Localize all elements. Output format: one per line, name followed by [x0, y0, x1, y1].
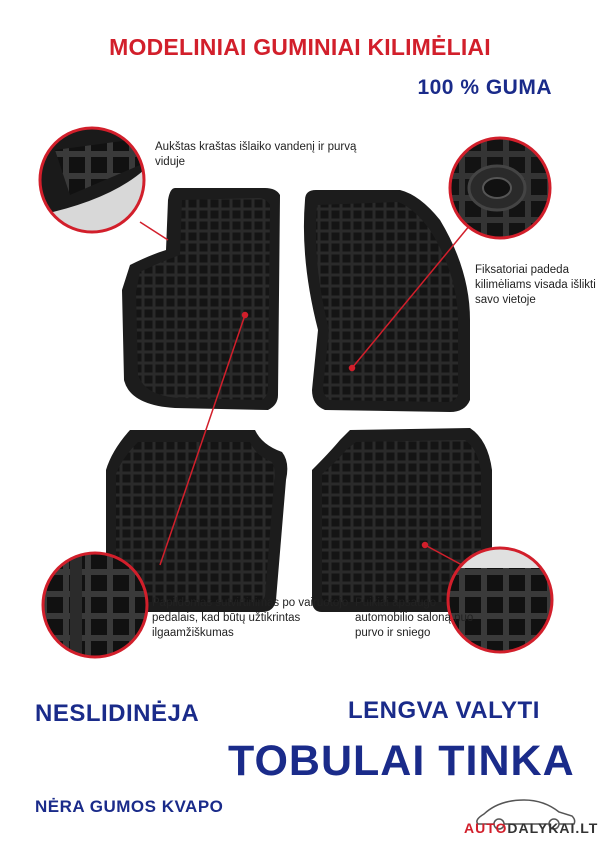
brand-logo-part1: AUTO — [464, 820, 508, 836]
callout-reinforcement: Papildomas sutvirtinimas po vairuotojo pedalais, kad būtų užtikrintas ilgaamžiškumas — [152, 597, 349, 639]
zoom-reinforcement — [43, 553, 147, 657]
front-left-mat — [122, 188, 280, 410]
benefit-perfect-fit: TOBULAI TINKA — [228, 737, 575, 785]
benefit-easy-clean: LENGVA VALYTI — [348, 697, 540, 724]
benefit-no-smell: NĖRA GUMOS KVAPO — [35, 797, 224, 816]
front-right-mat — [304, 190, 470, 412]
page-title: MODELINIAI GUMINIAI KILIMĖLIAI — [109, 34, 491, 60]
benefit-non-slip: NESLIDINĖJA — [35, 700, 200, 727]
brand-logo[interactable] — [464, 820, 598, 836]
callout-protection: Puikiai apsaugo automobilio saloną nuo purvo ir sniego — [355, 597, 474, 639]
callout-fasteners: Fiksatoriai padeda kilimėliams visada išlikti savo vietoje — [475, 264, 596, 306]
callout-high-edge: Aukštas kraštas išlaiko vandenį ir purvą viduje — [155, 141, 357, 168]
brand-logo-part2: DALYKAI.LT — [507, 820, 599, 836]
zoom-edge — [40, 128, 144, 232]
zoom-fastener — [450, 138, 550, 238]
page-subtitle: 100 % GUMA — [417, 76, 552, 99]
